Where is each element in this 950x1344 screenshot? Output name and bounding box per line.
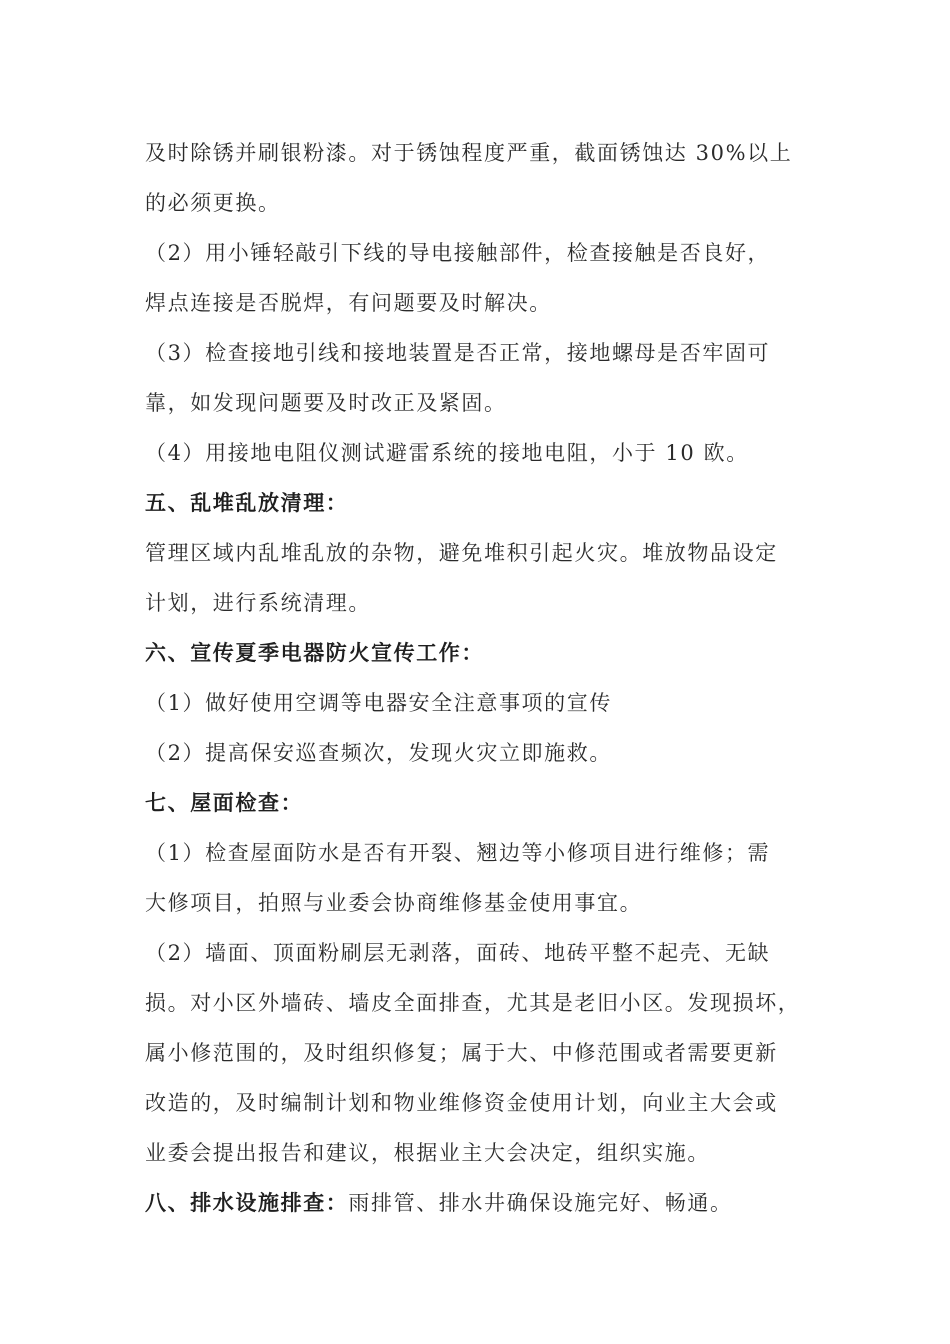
text-line: （2）用小锤轻敲引下线的导电接触部件，检查接触是否良好， [145,241,771,265]
text-line: 管理区域内乱堆乱放的杂物，避免堆积引起火灾。堆放物品设定 [145,541,778,565]
text-line: （1）检查屋面防水是否有开裂、翘边等小修项目进行维修；需 [145,841,771,865]
text-line: （1）做好使用空调等电器安全注意事项的宣传 [145,691,612,715]
text-line: 及时除锈并刷银粉漆。对于锈蚀程度严重，截面锈蚀达 30%以上 [145,141,793,165]
text-line: 靠，如发现问题要及时改正及紧固。 [145,391,507,415]
text-line: （3）检查接地引线和接地装置是否正常，接地螺母是否牢固可 [145,341,771,365]
section-line-8 [145,1178,815,1228]
text-line: （4）用接地电阻仪测试避雷系统的接地电阻，小于 10 欧。 [145,441,749,465]
text-line: （2）提高保安巡查频次，发现火灾立即施救。 [145,741,612,765]
text-line: 焊点连接是否脱焊，有问题要及时解决。 [145,291,552,315]
text-line: 属小修范围的，及时组织修复；属于大、中修范围或者需要更新 [145,1041,778,1065]
text-line: 损。对小区外墙砖、墙皮全面排查，尤其是老旧小区。发现损坏， [145,991,801,1015]
text-line: （2）墙面、顶面粉刷层无剥落，面砖、地砖平整不起壳、无缺 [145,941,771,965]
text-line: 的必须更换。 [145,191,281,215]
text-line: 改造的，及时编制计划和物业维修资金使用计划，向业主大会或 [145,1091,778,1115]
text-line: 大修项目，拍照与业委会协商维修基金使用事宜。 [145,891,643,915]
section-8-text: 雨排管、排水井确保设施完好、畅通。 [348,1191,733,1215]
section-heading-6: 六、宣传夏季电器防火宣传工作： [145,640,484,665]
text-line: 计划，进行系统清理。 [145,591,371,615]
section-heading-5: 五、乱堆乱放清理： [145,490,349,515]
text-line: 业委会提出报告和建议，根据业主大会决定，组织实施。 [145,1141,710,1165]
section-heading-8: 八、排水设施排查： [145,1190,349,1215]
document-page [145,128,815,1228]
section-heading-7: 七、屋面检查： [145,790,304,815]
